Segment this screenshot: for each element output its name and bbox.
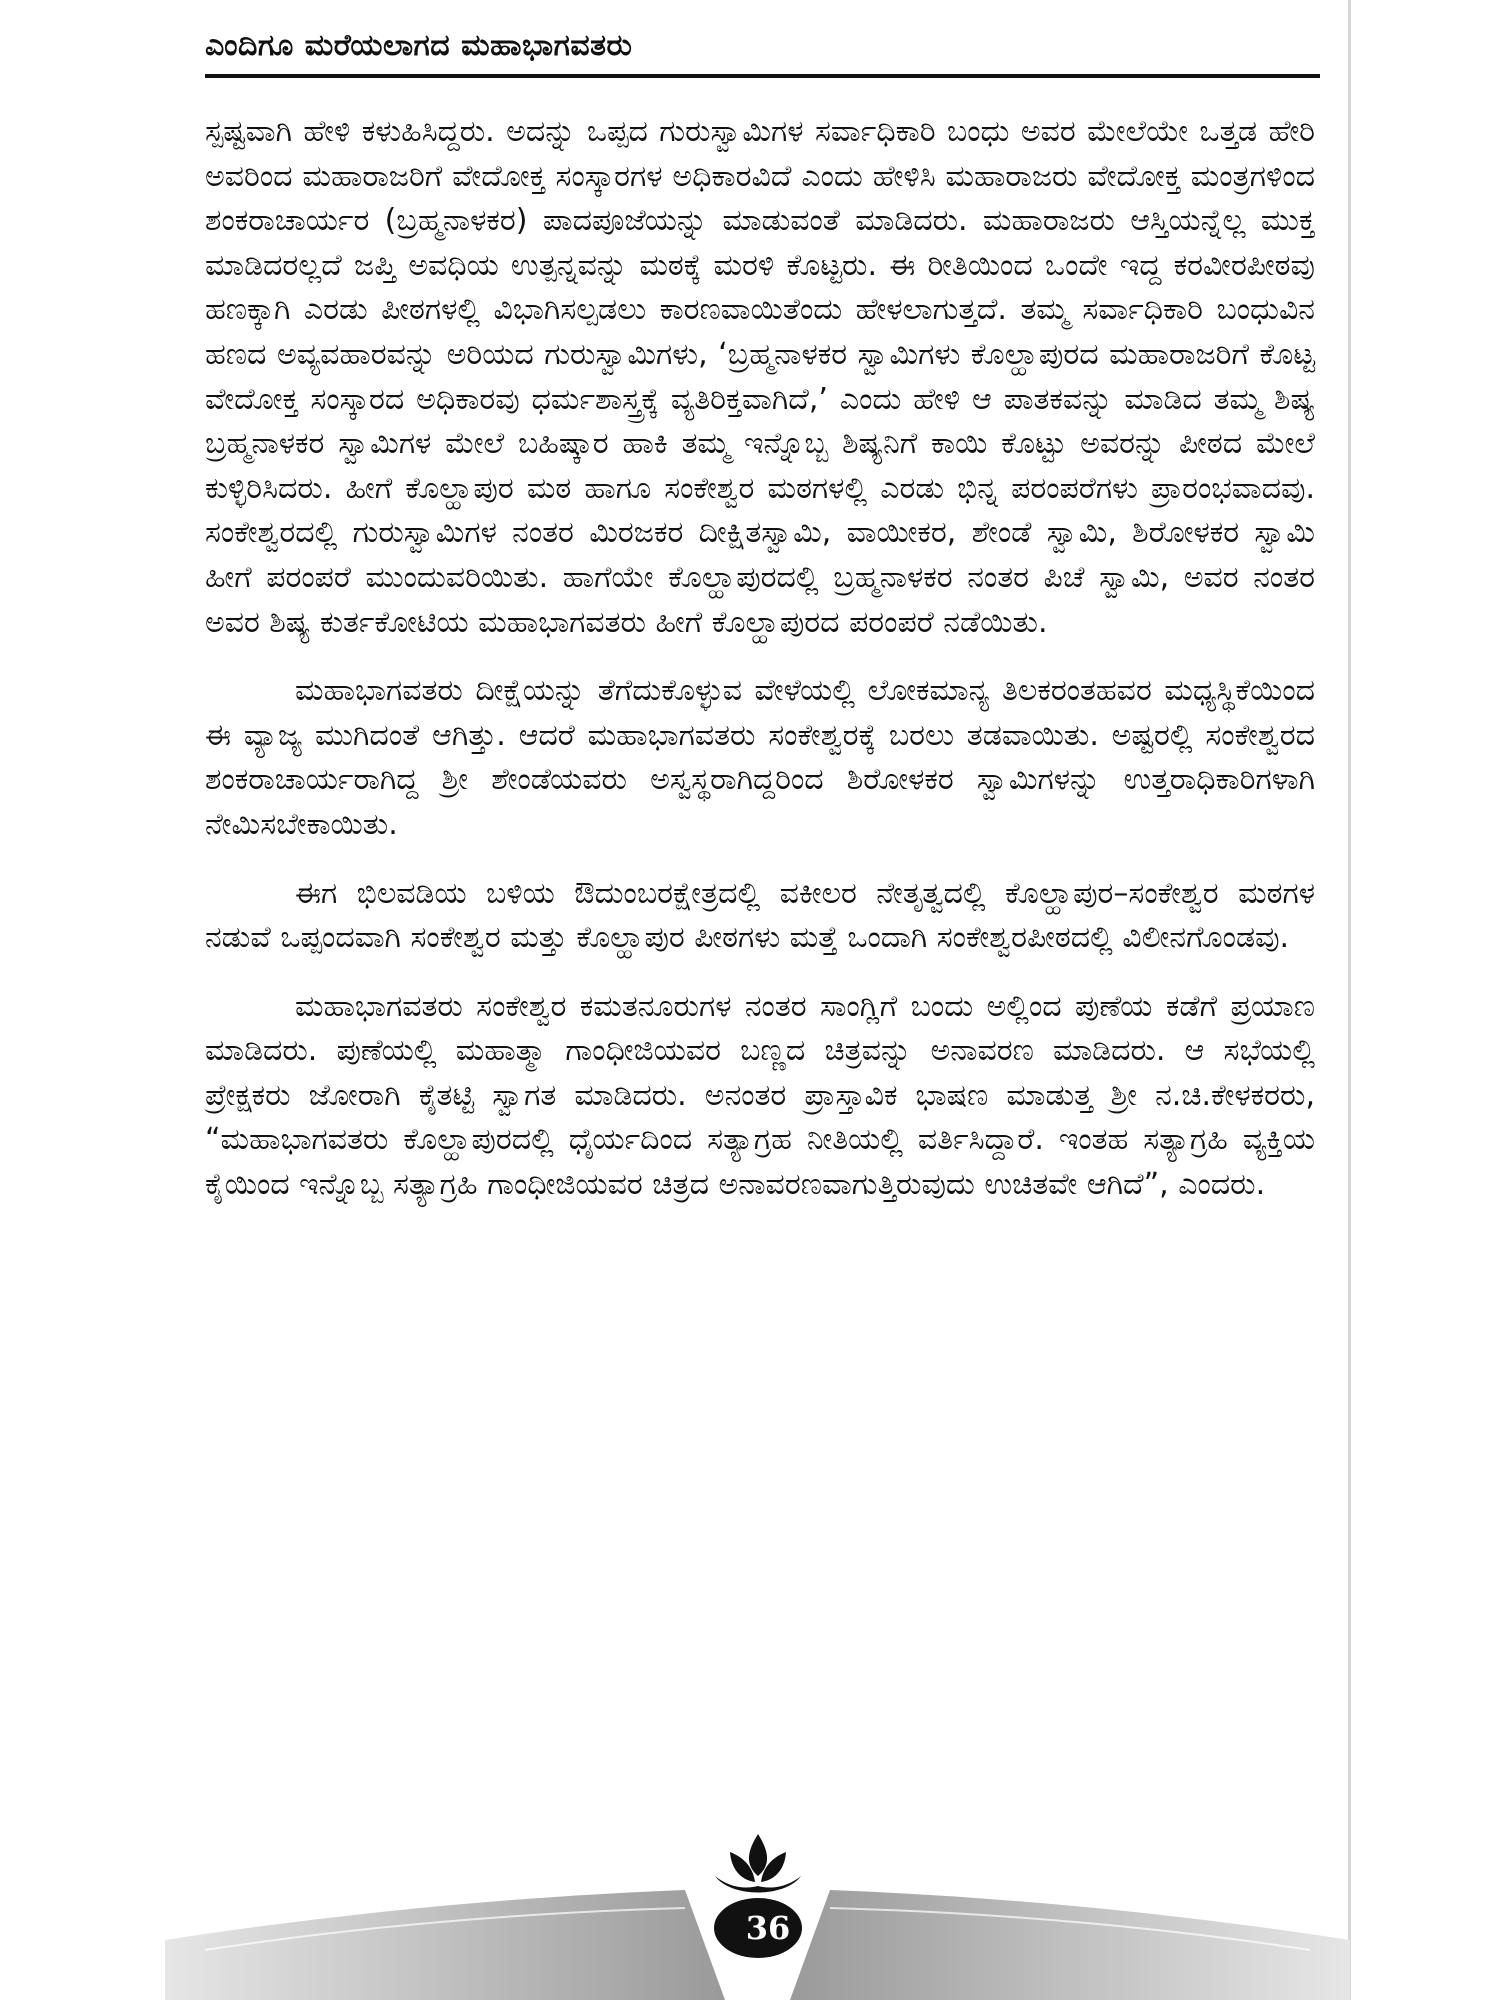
- page-number: 36: [745, 1909, 791, 1947]
- lotus-icon: [715, 1834, 801, 1893]
- header-rule: [205, 74, 1320, 78]
- paragraph-4: ಮಹಾಭಾಗವತರು ಸಂಕೇಶ್ವರ ಕಮತನೂರುಗಳ ನಂತರ ಸಾಂಗ್ಲಿಗೆ ಬಂದು ಅಲ್ಲಿಂದ ಪುಣೆಯ ಕಡೆಗೆ ಪ್ರಯಾಣ ಮಾಡಿದರು. ಪುಣೆಯಲ್ಲಿ ಮಹಾತ್ಮಾ ಗಾಂಧೀಜಿಯವರ ಬಣ್ಣದ ಚಿತ್ರವನ್ನು ಅನಾವರಣ ಮಾಡಿದರು. ಆ ಸಭೆಯಲ್ಲಿ ಪ್ರೇಕ್ಷಕರು ಜೋರಾಗಿ ಕೈತಟ್ಟಿ ಸ್ವಾಗತ ಮಾಡಿದರು. ಅನಂತರ ಪ್ರಾಸ್ತಾವಿಕ ಭಾಷಣ ಮಾಡುತ್ತ ಶ್ರೀ ನ.ಚಿ.ಕೇಳಕರರು, “ಮಹಾಭಾಗವತರು ಕೊಲ್ಹಾಪುರದಲ್ಲಿ ಧೈರ್ಯದಿಂದ ಸತ್ಯಾಗ್ರಹ ನೀತಿಯಲ್ಲಿ ವರ್ತಿಸಿದ್ದಾರೆ. ಇಂತಹ ಸತ್ಯಾಗ್ರಹಿ ವ್ಯಕ್ತಿಯ ಕೈಯಿಂದ ಇನ್ನೊಬ್ಬ ಸತ್ಯಾಗ್ರಹಿ ಗಾಂಧೀಜಿಯವರ ಚಿತ್ರದ ಅನಾವರಣವಾಗುತ್ತಿರುವುದು ಉಚಿತವೇ ಆಗಿದೆ”, ಎಂದರು.: [205, 988, 1315, 1203]
- ornament-left-swoosh: [165, 1890, 725, 2000]
- ornament-right-swoosh: [790, 1890, 1350, 2000]
- running-header-title: ಎಂದಿಗೂ ಮರೆಯಲಾಗದ ಮಹಾಭಾಗವತರು: [205, 28, 633, 63]
- page-edge-border: [1348, 0, 1351, 2000]
- paragraph-3: ಈಗ ಭಿಲವಡಿಯ ಬಳಿಯ ಔದುಂಬರಕ್ಷೇತ್ರದಲ್ಲಿ ವಕೀಲರ ನೇತೃತ್ವದಲ್ಲಿ ಕೊಲ್ಹಾಪುರ–ಸಂಕೇಶ್ವರ ಮಠಗಳ ನಡುವೆ ಒಪ್ಪಂದವಾಗಿ ಸಂಕೇಶ್ವರ ಮತ್ತು ಕೊಲ್ಹಾಪುರ ಪೀಠಗಳು ಮತ್ತೆ ಒಂದಾಗಿ ಸಂಕೇಶ್ವರಪೀಠದಲ್ಲಿ ವಿಲೀನಗೊಂಡವು.: [205, 875, 1315, 956]
- paragraph-1: ಸ್ಪಷ್ಟವಾಗಿ ಹೇಳಿ ಕಳುಹಿಸಿದ್ದರು. ಅದನ್ನು ಒಪ್ಪದ ಗುರುಸ್ವಾಮಿಗಳ ಸರ್ವಾಧಿಕಾರಿ ಬಂಧು ಅವರ ಮೇಲೆಯೇ ಒತ್ತಡ ಹೇರಿ ಅವರಿಂದ ಮಹಾರಾಜರಿಗೆ ವೇದೋಕ್ತ ಸಂಸ್ಕಾರಗಳ ಅಧಿಕಾರವಿದೆ ಎಂದು ಹೇಳಿಸಿ ಮಹಾರಾಜರು ವೇದೋಕ್ತ ಮಂತ್ರಗಳಿಂದ ಶಂಕರಾಚಾರ್ಯರ (ಬ್ರಹ್ಮನಾಳಕರ) ಪಾದಪೂಜೆಯನ್ನು ಮಾಡುವಂತೆ ಮಾಡಿದರು. ಮಹಾರಾಜರು ಆಸ್ತಿಯನ್ನೆಲ್ಲ ಮುಕ್ತ ಮಾಡಿದರಲ್ಲದೆ ಜಪ್ತಿ ಅವಧಿಯ ಉತ್ಪನ್ನವನ್ನು ಮಠಕ್ಕೆ ಮರಳಿ ಕೊಟ್ಟರು. ಈ ರೀತಿಯಿಂದ ಒಂದೇ ಇದ್ದ ಕರವೀರಪೀಠವು ಹಣಕ್ಕಾಗಿ ಎರಡು ಪೀಠಗಳಲ್ಲಿ ವಿಭಾಗಿಸಲ್ಪಡಲು ಕಾರಣವಾಯಿತೆಂದು ಹೇಳಲಾಗುತ್ತದೆ. ತಮ್ಮ ಸರ್ವಾಧಿಕಾರಿ ಬಂಧುವಿನ ಹಣದ ಅವ್ಯವಹಾರವನ್ನು ಅರಿಯದ ಗುರುಸ್ವಾಮಿಗಳು, ‘ಬ್ರಹ್ಮನಾಳಕರ ಸ್ವಾಮಿಗಳು ಕೊಲ್ಹಾಪುರದ ಮಹಾರಾಜರಿಗೆ ಕೊಟ್ಟ ವೇದೋಕ್ತ ಸಂಸ್ಕಾರದ ಅಧಿಕಾರವು ಧರ್ಮಶಾಸ್ತ್ರಕ್ಕೆ ವ್ಯತಿರಿಕ್ತವಾಗಿದೆ,’ ಎಂದು ಹೇಳಿ ಆ ಪಾತಕವನ್ನು ಮಾಡಿದ ತಮ್ಮ ಶಿಷ್ಯ ಬ್ರಹ್ಮನಾಳಕರ ಸ್ವಾಮಿಗಳ ಮೇಲೆ ಬಹಿಷ್ಕಾರ ಹಾಕಿ ತಮ್ಮ ಇನ್ನೊಬ್ಬ ಶಿಷ್ಯನಿಗೆ ಕಾಯಿ ಕೊಟ್ಟು ಅವರನ್ನು ಪೀಠದ ಮೇಲೆ ಕುಳ್ಳಿರಿಸಿದರು. ಹೀಗೆ ಕೊಲ್ಹಾಪುರ ಮಠ ಹಾಗೂ ಸಂಕೇಶ್ವರ ಮಠಗಳಲ್ಲಿ ಎರಡು ಭಿನ್ನ ಪರಂಪರೆಗಳು ಪ್ರಾರಂಭವಾದವು. ಸಂಕೇಶ್ವರದಲ್ಲಿ ಗುರುಸ್ವಾಮಿಗಳ ನಂತರ ಮಿರಜಕರ ದೀಕ್ಷಿತಸ್ವಾಮಿ, ವಾಯೀಕರ, ಶೇಂಡೆ ಸ್ವಾಮಿ, ಶಿರೋಳಕರ ಸ್ವಾಮಿ ಹೀಗೆ ಪರಂಪರೆ ಮುಂದುವರಿಯಿತು. ಹಾಗೆಯೇ ಕೊಲ್ಹಾಪುರದಲ್ಲಿ ಬ್ರಹ್ಮನಾಳಕರ ನಂತರ ಪಿಚೆ ಸ್ವಾಮಿ, ಅವರ ನಂತರ ಅವರ ಶಿಷ್ಯ ಕುರ್ತಕೋಟಿಯ ಮಹಾಭಾಗವತರು ಹೀಗೆ ಕೊಲ್ಹಾಪುರದ ಪರಂಪರೆ ನಡೆಯಿತು.: [205, 114, 1315, 640]
- paragraph-2: ಮಹಾಭಾಗವತರು ದೀಕ್ಷೆಯನ್ನು ತೆಗೆದುಕೊಳ್ಳುವ ವೇಳೆಯಲ್ಲಿ ಲೋಕಮಾನ್ಯ ತಿಲಕರಂತಹವರ ಮಧ್ಯಸ್ಥಿಕೆಯಿಂದ ಈ ವ್ಯಾಜ್ಯ ಮುಗಿದಂತೆ ಆಗಿತ್ತು. ಆದರೆ ಮಹಾಭಾಗವತರು ಸಂಕೇಶ್ವರಕ್ಕೆ ಬರಲು ತಡವಾಯಿತು. ಅಷ್ಟರಲ್ಲಿ ಸಂಕೇಶ್ವರದ ಶಂಕರಾಚಾರ್ಯರಾಗಿದ್ದ ಶ್ರೀ ಶೇಂಡೆಯವರು ಅಸ್ವಸ್ಥರಾಗಿದ್ದರಿಂದ ಶಿರೋಳಕರ ಸ್ವಾಮಿಗಳನ್ನು ಉತ್ತರಾಧಿಕಾರಿಗಳಾಗಿ ನೇಮಿಸಬೇಕಾಯಿತು.: [205, 673, 1315, 842]
- body-text: [205, 110, 1315, 1208]
